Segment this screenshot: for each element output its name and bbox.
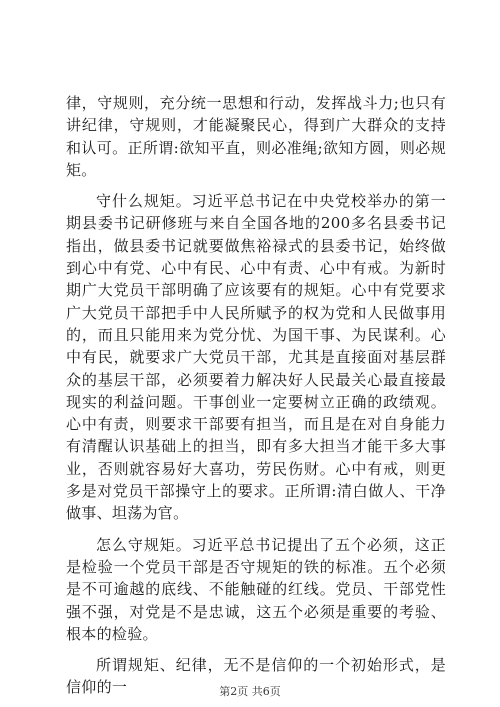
paragraph-how-keep-rules: 怎么守规矩。习近平总书记提出了五个必须，这正是检验一个党员干部是否守规矩的铁的标准。五个必须是不可逾越的底线、不能触碰的红线。党员、干部党性强不强，对党是不是忠诚，这五个必须是重要的考验、根本的检验。 bbox=[66, 535, 446, 643]
paragraph-rules-discipline: 所谓规矩、纪律，无不是信仰的一个初始形式，是信仰的一 bbox=[66, 656, 446, 697]
document-body bbox=[66, 92, 446, 699]
paragraph-continuation: 律，守规则，充分统一思想和行动，发挥战斗力;也只有讲纪律，守规则，才能凝聚民心，得到广大群众的支持和认可。正所谓:欲知平直，则必准绳;欲知方圆，则必规矩。 bbox=[66, 94, 446, 179]
page-number-footer: 第2页 共6页 bbox=[219, 685, 281, 698]
paragraph-what-rules: 守什么规矩。习近平总书记在中央党校举办的第一期县委书记研修班与来自全国各地的200多名县委书记指出，做县委书记就要做焦裕禄式的县委书记，始终做到心中有党、心中有民、心中有责、心中有戒。为新时期广大党员干部明确了应该要有的规矩。心中有党要求广大党员干部把手中人民所赋予的权为党和人民做事用的，而且只能用来为党分忧、为国干事、为民谋利。心中有民，就要求广大党员干部，尤其是直接面对基层群众的基层干部，必须要着力解决好人民最关心最直接最现实的利益问题。干事创业一定要树立正确的政绩观。心中有责，则要求干部要有担当，而且是在对自身能力有清醒认识基础上的担当，即有多大担当才能干多大事业，否则就容易好大喜功，劳民伤财。心中有戒，则更多是对党员干部操守上的要求。正所谓:清白做人、干净做事、坦荡为官。 bbox=[66, 192, 446, 523]
